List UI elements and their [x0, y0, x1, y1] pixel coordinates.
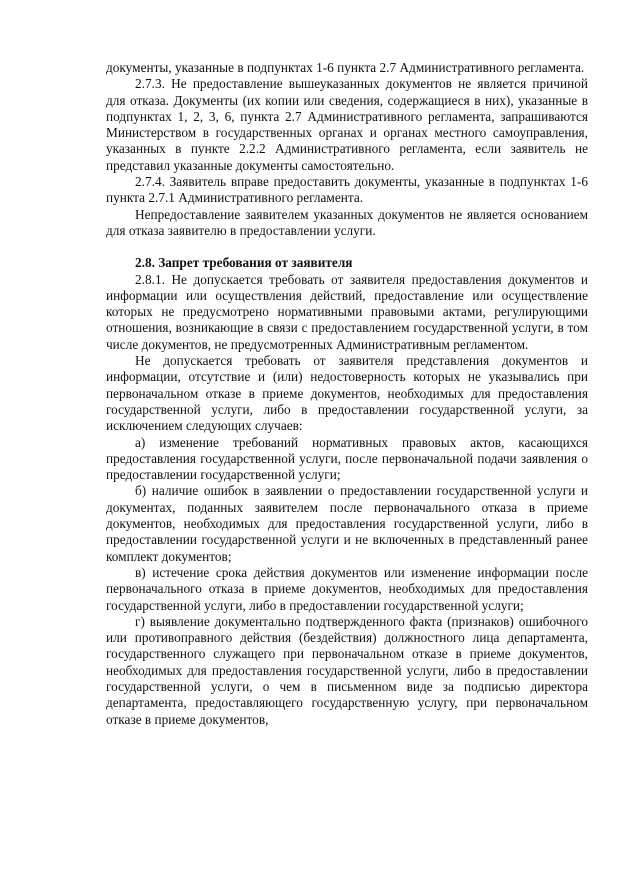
section-heading-2-8: 2.8. Запрет требования от заявителя — [135, 255, 353, 271]
paragraph-2-7-3: 2.7.3. Не предоставление вышеуказанных документов не является причиной для отказа. Документы (их копии или сведения, содержащиеся в них), указанные в подпунктах 1, 2, 3, 6, пункта 2.7 Административного регламента, запрашиваются Министерством в государственных органах и органах местного самоуправления, указанных в пункте 2.2.2 Административного регламента, если заявитель не представил указанные документы самостоятельно. — [106, 76, 588, 173]
paragraph-not-allowed: Не допускается требовать от заявителя представления документов и информации, отсутствие и (или) недостоверность которых не указывались при первоначальном отказе в приеме документов, необходимых для предоставления государственной услуги, либо в предоставлении государственной услуги, за исключением следующих случаев: — [106, 353, 588, 434]
list-item-b: б) наличие ошибок в заявлении о предоставлении государственной услуги и документах, поданных заявителем после первоначального отказа в приеме документов, необходимых для предоставления государственной услуги, либо в предоставлении государственной услуги и не включенных в представленный ранее комплект документов; — [106, 483, 588, 564]
list-item-v: в) истечение срока действия документов или изменение информации после первоначального отказа в приеме документов, необходимых для предоставления государственной услуги, либо в предоставлении государственной услуги; — [106, 564, 588, 613]
list-item-a: а) изменение требований нормативных правовых актов, касающихся предоставления государственной услуги, после первоначальной подачи заявления о предоставлении государственной услуги; — [106, 434, 588, 483]
paragraph-non-submission: Непредоставление заявителем указанных документов не является основанием для отказа заявителю в предоставлении услуги. — [106, 206, 588, 238]
paragraph-continuation: документы, указанные в подпунктах 1-6 пункта 2.7 Административного регламента. — [106, 60, 585, 75]
paragraph-2-7-4: 2.7.4. Заявитель вправе предоставить документы, указанные в подпунктах 1-6 пункта 2.7.1 Административного регламента. — [106, 174, 588, 206]
list-item-g: г) выявление документально подтвержденного факта (признаков) ошибочного или противоправного действия (бездействия) должностного лица департамента, государственного служащего при первоначальном отказе в приеме документов, необходимых для предоставления государственной услуги, либо в предоставлении государственной услуги, о чем в письменном виде за подписью директора департамента, предоставляющего государственную услугу, при первоначальном отказе в приеме документов, — [106, 613, 588, 727]
paragraph-2-8-1: 2.8.1. Не допускается требовать от заявителя предоставления документов и информации или осуществления действий, предоставление или осуществление которых не предусмотрено нормативными правовыми актами, регулирующими отношения, возникающие в связи с предоставлением государственной услуги, в том числе документов, не предусмотренных Административным регламентом. — [106, 271, 588, 352]
document-body — [106, 60, 588, 728]
